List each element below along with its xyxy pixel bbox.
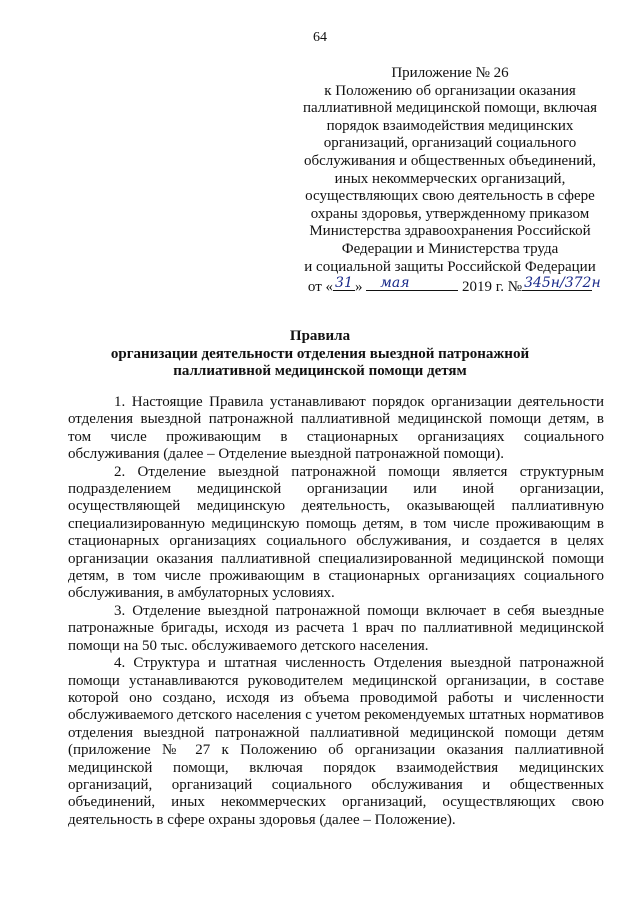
annex-line: паллиативной медицинской помощи, включая (302, 100, 598, 117)
title-line: Правила (289, 328, 351, 344)
date-year: 2019 г. № (462, 279, 523, 296)
paragraph-3: 3. Отделение выездной патронажной помощи включает в себя выездные патронажные бригады, исходя из расчета 1 врач по паллиативной медицинской помощи на 50 тыс. обслуживаемого детского населения. (68, 602, 604, 654)
document-title (0, 328, 640, 381)
title-line: организации деятельности отделения выездной патронажной (110, 345, 530, 362)
annex-header (300, 65, 600, 297)
annex-line: и социальной защиты Российской Федерации (304, 258, 596, 275)
date-prefix: от « (307, 279, 334, 296)
annex-line: к Положению об организации оказания (324, 82, 576, 99)
date-day-handwritten: 31 (335, 274, 353, 291)
annex-line: Приложение № 26 (391, 65, 509, 81)
title-line: паллиативной медицинской помощи детям (173, 363, 467, 379)
annex-line: организаций, организаций социального (323, 135, 577, 152)
page-number: 64 (313, 30, 327, 45)
annex-line: иных некоммерческих организаций, (334, 170, 566, 187)
date-day-blank (333, 276, 355, 291)
annex-line: обслуживания и общественных объединений, (303, 152, 597, 169)
date-month-blank (366, 276, 458, 291)
annex-line: Федерации и Министерства труда (341, 240, 559, 257)
order-date-line (300, 276, 600, 297)
annex-line: Министерства здравоохранения Российской (309, 223, 591, 240)
order-number-handwritten: 345н/372н (524, 274, 601, 291)
paragraph-4: 4. Структура и штатная численность Отделения выездной патронажной помощи устанавливаются руководителем медицинской организации, в составе которой оно создано, исходя из объема проводимой работы и численности обслуживаемого детского населения с учетом рекомендуемых штатных нормативов отделения выездной патронажной паллиативной медицинской помощи детям (приложение № 27 к Положению об организации оказания паллиативной медицинской помощи, включая порядок взаимодействия медицинских организаций, организаций социального обслуживания и общественных объединений, иных некоммерческих организаций, осуществляющих свою деятельность в сфере охраны здоровья (далее – Положение). (68, 655, 604, 828)
paragraph-1: 1. Настоящие Правила устанавливают порядок организации деятельности отделения выездной патронажной паллиативной медицинской помощи детям, в том числе проживающим в стационарных организациях социального обслуживания (далее – Отделение выездной патронажной помощи). (68, 394, 604, 463)
annex-line: охраны здоровья, утвержденному приказом (310, 205, 590, 222)
annex-line: осуществляющих свою деятельность в сфере (305, 188, 595, 205)
date-month-handwritten: мая (380, 274, 410, 291)
date-mid: » (355, 279, 363, 296)
document-body (68, 394, 604, 829)
paragraph-2: 2. Отделение выездной патронажной помощи является структурным подразделением медицинской организации или иной организации, осуществляющей медицинскую деятельность, оказывающей паллиативную специализированную медицинскую помощь детям, в том числе проживающим в стационарных организациях социального обслуживания, и создается в целях организации оказания паллиативной специализированной медицинской помощи детям, в том числе проживающим в стационарных организациях социального обслуживания, в амбулаторных условиях. (68, 463, 604, 602)
annex-line: порядок взаимодействия медицинских (326, 117, 574, 134)
order-number-blank (522, 274, 601, 291)
